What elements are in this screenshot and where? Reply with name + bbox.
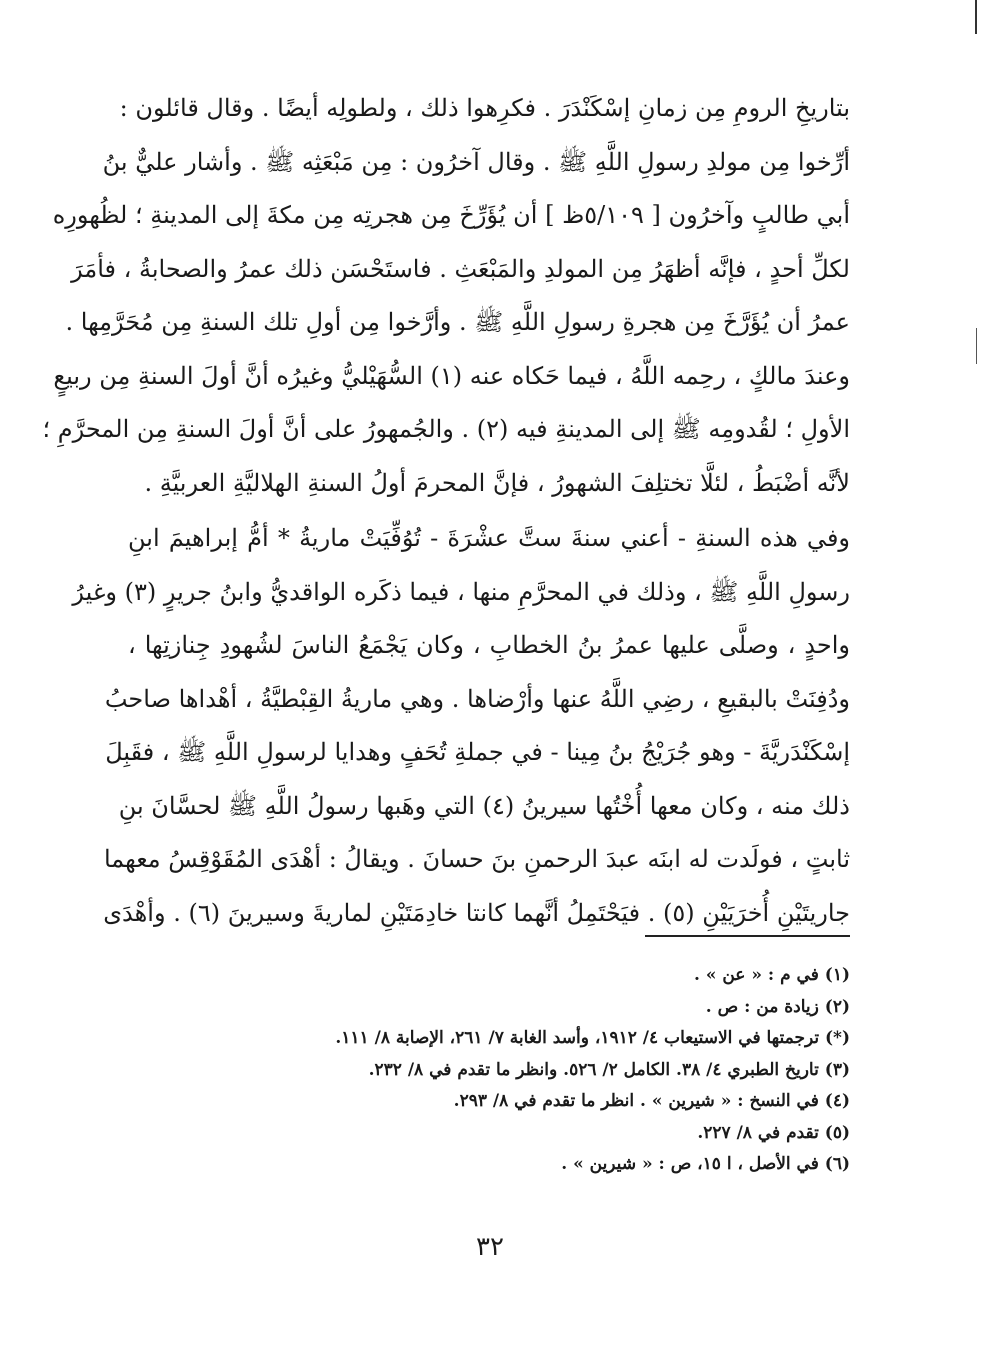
footnote-separator — [645, 935, 850, 937]
footnote: (٦) في الأصل ، ا ١٥، ص : « شيرين » . — [561, 1154, 850, 1174]
text-line: وعندَ مالكٍ ، رحِمه اللَّهُ ، فيما حَكاه عنه (١) السُّهَيْليُّ وغيرُه أنَّ أولَ السنةِ مِن ربيعٍ — [53, 361, 850, 390]
footnote: (٥) تقدم في ٨/ ٢٢٧. — [697, 1122, 850, 1143]
text-line: إسْكَنْدَريَّةَ - وهو جُرَيْجُ بنُ مِينا - في جملةِ تُحَفٍ وهدايا لرسولِ اللَّهِ ﷺ ، فقَبِلَ — [105, 738, 850, 766]
footnote: (*) ترجمتها في الاستيعاب ٤/ ١٩١٢، وأسد الغابة ٧/ ٢٦١، الإصابة ٨/ ١١١. — [335, 1028, 850, 1048]
text-line: ثابتٍ ، فولَدت له ابنَه عبدَ الرحمنِ بنَ حسانَ . ويقالُ : أهْدَى المُقَوْقِسُ معهما — [103, 845, 850, 873]
text-line: الأولِ ؛ لقُدومِه ﷺ إلى المدينةِ فيه (٢) . والجُمهورُ على أنَّ أولَ السنةِ مِن المحرَّمِ ؛ — [42, 415, 850, 443]
text-line: لكلِّ أحدٍ ، فإنَّه أظهَرُ مِن المولدِ والمَبْعَثِ . فاستَحْسَن ذلك عمرُ والصحابةُ ، فأمَرَ — [71, 254, 850, 283]
text-line: وفي هذه السنةِ - أعني سنةَ ستَّ عشْرَةَ - تُوُفِّيَتْ ماريةُ * أمُّ إبراهيمَ ابنِ — [128, 524, 850, 552]
text-line: أرِّخوا مِن مولدِ رسولِ اللَّهِ ﷺ . وقال آخرُون : مِن مَبْعَثِه ﷺ . وأشار عليٌّ بنُ — [102, 147, 850, 176]
text-line: واحدٍ ، وصلَّى عليها عمرُ بنُ الخطابِ ، وكان يَجْمَعُ الناسَ لشُهودِ جِنازتِها ، — [128, 631, 850, 659]
footnote: (٤) في النسخ : « شيرين » . انظر ما تقدم في ٨/ ٢٩٣. — [453, 1091, 850, 1111]
text-line: أبي طالبٍ وآخرُون [ ٥/١٠٩ظ ] أن يُؤَرِّخَ مِن هجرتِه مِن مكةَ إلى المدينةِ ؛ لظُهورِه — [52, 201, 850, 229]
text-line: بتاريخِ الرومِ مِن زمانِ إسْكَنْدَرَ . فكرِهوا ذلك ، ولطولِه أيضًا . وقال قائلون : — [119, 94, 850, 122]
text-line: رسولِ اللَّهِ ﷺ ، وذلك في المحرَّمِ منها ، فيما ذكَره الواقديُّ وابنُ جريرٍ (٣) وغيرُ — [72, 577, 850, 606]
paragraph-2 — [72, 512, 850, 940]
footnote: (٢) زيادة من : ص . — [705, 996, 850, 1017]
text-line: عمرُ أن يُؤَرَّخَ مِن هجرةِ رسولِ اللَّهِ ﷺ . وأرَّخوا مِن أولِ تلك السنةِ مِن مُحَرَّمِها . — [65, 308, 850, 336]
scan-margin-mark — [976, 328, 977, 364]
text-line: جاريتَيْنِ أُخرَيَيْنِ (٥) . فيَحْتَمِلُ أنَّهما كانتا خادِمَتَيْنِ لماريةَ وسيرينَ (٦) . وأهْدَى — [103, 898, 850, 927]
text-line: لأنَّه أضْبَطُ ، لئلَّا تختلِفَ الشهورُ ، فإنَّ المحرمَ أولُ السنةِ الهلاليَّةِ العربيَّةِ . — [144, 468, 850, 497]
text-line: ودُفِنَتْ بالبقيعِ ، رضِي اللَّهُ عنها وأرْضاها . وهي ماريةُ القِبْطيَّةُ ، أهْداها صاحبُ — [104, 684, 850, 713]
footnote: (١) في م : « عن » . — [693, 965, 850, 985]
footnote: (٣) تاريخ الطبري ٤/ ٣٨. الكامل ٢/ ٥٢٦. وانظر ما تقدم في ٨/ ٢٣٢. — [368, 1059, 850, 1080]
paragraph-1 — [42, 82, 850, 510]
page-number: ٣٢ — [476, 1232, 504, 1262]
scan-margin-mark — [975, 0, 977, 34]
footnotes — [180, 960, 850, 1181]
text-line: ذلك منه ، وكان معها أُخْتُها سيرينُ (٤) التي وهَبها رسولُ اللَّهِ ﷺ لحسَّانَ بنِ — [118, 791, 850, 820]
